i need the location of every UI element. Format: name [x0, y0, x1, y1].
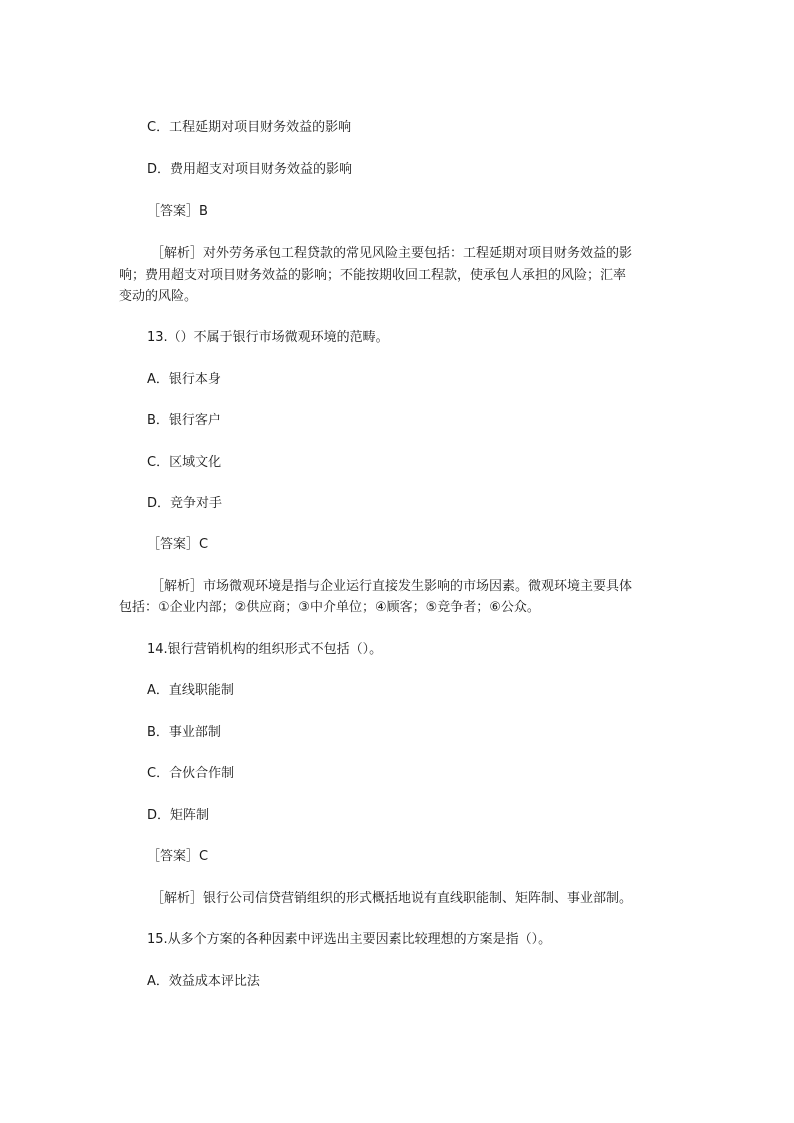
q13-analysis-line-1: ［解析］市场微观环境是指与企业运行直接发生影响的市场因素。微观环境主要具体: [151, 579, 633, 594]
q12-answer: ［答案］B: [147, 204, 208, 219]
q14-option-a: A．直线职能制: [147, 683, 234, 698]
q12-analysis-line-2: 响；费用超支对项目财务效益的影响；不能按期收回工程款，使承包人承担的风险；汇率: [119, 268, 627, 283]
q13-option-b: B．银行客户: [147, 413, 221, 428]
q14-option-c: C．合伙合作制: [147, 766, 235, 781]
q15-question: 15.从多个方案的各种因素中评选出主要因素比较理想的方案是指（）。: [147, 932, 552, 947]
q14-question: 14.银行营销机构的组织形式不包括（）。: [147, 642, 383, 657]
q12-analysis-line-3: 变动的风险。: [119, 289, 198, 304]
q13-option-a: A．银行本身: [147, 372, 221, 387]
q12-option-c: C．工程延期对项目财务效益的影响: [147, 120, 352, 135]
q12-analysis-line-1: ［解析］对外劳务承包工程贷款的常见风险主要包括：工程延期对项目财务效益的影: [151, 246, 633, 261]
q15-option-a: A．效益成本评比法: [147, 974, 260, 989]
q13-analysis-line-2: 包括：①企业内部；②供应商；③中介单位；④顾客；⑤竞争者；⑥公众。: [119, 600, 540, 615]
q13-option-c: C．区域文化: [147, 455, 222, 470]
q14-option-b: B．事业部制: [147, 725, 221, 740]
q13-question: 13.（）不属于银行市场微观环境的范畴。: [147, 330, 389, 345]
q14-option-d: D．矩阵制: [147, 808, 210, 823]
q12-option-d: D．费用超支对项目财务效益的影响: [147, 162, 353, 177]
q13-option-d: D．竞争对手: [147, 496, 223, 511]
q13-answer: ［答案］C: [147, 537, 209, 552]
q14-analysis: ［解析］银行公司信贷营销组织的形式概括地说有直线职能制、矩阵制、事业部制。: [151, 891, 633, 906]
q14-answer: ［答案］C: [147, 849, 209, 864]
